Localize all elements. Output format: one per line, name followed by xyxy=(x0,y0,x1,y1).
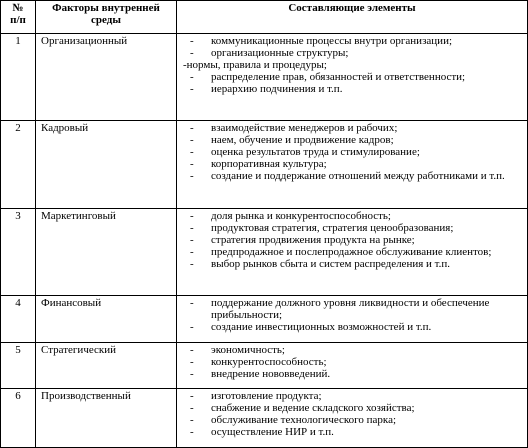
list-item-text: распределение прав, обязанностей и ответственности; xyxy=(211,71,466,83)
elements-cell xyxy=(177,343,528,389)
elements-cell xyxy=(177,389,528,448)
dash-bullet: - xyxy=(190,83,194,95)
list-item xyxy=(177,83,523,95)
list-item xyxy=(177,47,523,59)
list-item xyxy=(177,402,523,414)
dash-bullet: - xyxy=(190,246,194,258)
list-item-text: оценка результатов труда и стимулирование; xyxy=(211,146,420,158)
table-row xyxy=(1,121,528,209)
dash-bullet: - xyxy=(190,47,194,59)
list-item xyxy=(177,246,523,258)
dash-bullet: - xyxy=(190,368,194,380)
elements-list xyxy=(177,344,523,380)
list-item xyxy=(177,134,523,146)
factor-name: Организационный xyxy=(36,34,177,121)
list-item-text: изготовление продукта; xyxy=(211,390,322,402)
list-item-text: организационные структуры; xyxy=(211,47,349,59)
table-row xyxy=(1,389,528,448)
list-item-text: внедрение нововведений. xyxy=(211,368,331,380)
factor-name: Стратегический xyxy=(36,343,177,389)
row-number: 5 xyxy=(1,343,36,389)
list-item xyxy=(177,258,523,270)
list-item xyxy=(177,344,523,356)
dash-bullet: - xyxy=(190,356,194,368)
list-item-text: конкурентоспособность; xyxy=(211,356,327,368)
dash-bullet: - xyxy=(190,344,194,356)
table-row xyxy=(1,296,528,343)
row-number: 4 xyxy=(1,296,36,343)
list-item xyxy=(177,71,523,83)
dash-bullet: - xyxy=(190,297,194,309)
list-item-text: поддержание должного уровня ликвидности и обеспечение прибыльности; xyxy=(211,297,490,321)
row-number: 2 xyxy=(1,121,36,209)
factor-name: Производственный xyxy=(36,389,177,448)
list-item-text: создание и поддержание отношений между работниками и т.п. xyxy=(211,170,505,182)
list-item xyxy=(177,210,523,222)
factor-name: Кадровый xyxy=(36,121,177,209)
list-item-text: коммуникационные процессы внутри организации; xyxy=(211,35,453,47)
list-item xyxy=(177,426,523,438)
header-factor xyxy=(36,1,177,34)
elements-list xyxy=(177,122,523,182)
dash-bullet: - xyxy=(190,414,194,426)
header-number-line1: № xyxy=(12,2,24,14)
dash-bullet: - xyxy=(190,321,194,333)
header-number xyxy=(1,1,36,34)
list-item xyxy=(177,321,523,333)
dash-bullet: - xyxy=(190,210,194,222)
elements-list xyxy=(177,210,523,270)
header-factor-line2: среды xyxy=(91,14,121,26)
list-item xyxy=(177,222,523,234)
elements-list xyxy=(177,297,523,333)
list-item-text: обслуживание технологического парка; xyxy=(211,414,397,426)
list-item-text: осуществление НИР и т.п. xyxy=(211,426,334,438)
list-item xyxy=(177,234,523,246)
list-item-text: предпродажное и послепродажное обслуживание клиентов; xyxy=(211,246,492,258)
elements-list xyxy=(177,390,523,438)
list-item-text: создание инвестиционных возможностей и т.п. xyxy=(211,321,432,333)
dash-bullet: - xyxy=(190,146,194,158)
dash-bullet: - xyxy=(190,158,194,170)
list-item xyxy=(177,146,523,158)
dash-bullet: - xyxy=(190,170,194,182)
table-header-row xyxy=(1,1,528,34)
factor-name: Финансовый xyxy=(36,296,177,343)
list-item-text: корпоративная культура; xyxy=(211,158,327,170)
list-item xyxy=(177,356,523,368)
header-factor-line1: Факторы внутренней xyxy=(52,2,160,14)
header-elements: Составляющие элементы xyxy=(177,1,528,34)
table-row xyxy=(1,34,528,121)
list-item-text: доля рынка и конкурентоспособность; xyxy=(211,210,391,222)
row-number: 3 xyxy=(1,209,36,296)
row-number: 1 xyxy=(1,34,36,121)
list-item xyxy=(177,158,523,170)
factor-name: Маркетинговый xyxy=(36,209,177,296)
elements-cell xyxy=(177,209,528,296)
list-item xyxy=(177,59,523,71)
dash-bullet: - xyxy=(190,390,194,402)
list-item xyxy=(177,368,523,380)
list-item xyxy=(177,35,523,47)
list-item xyxy=(177,414,523,426)
dash-bullet: - xyxy=(190,222,194,234)
dash-bullet: - xyxy=(190,234,194,246)
dash-bullet: - xyxy=(190,258,194,270)
list-item-text: наем, обучение и продвижение кадров; xyxy=(211,134,394,146)
list-item-text: -нормы, правила и процедуры; xyxy=(183,59,327,71)
list-item xyxy=(177,297,523,321)
list-item-text: стратегия продвижения продукта на рынке; xyxy=(211,234,415,246)
row-number: 6 xyxy=(1,389,36,448)
list-item-text: снабжение и ведение складского хозяйства; xyxy=(211,402,415,414)
dash-bullet: - xyxy=(190,402,194,414)
header-number-line2: п/п xyxy=(10,14,26,26)
list-item xyxy=(177,122,523,134)
list-item-text: продуктовая стратегия, стратегия ценообразования; xyxy=(211,222,454,234)
dash-bullet: - xyxy=(190,134,194,146)
list-item xyxy=(177,390,523,402)
list-item-text: выбор рынков сбыта и систем распределения и т.п. xyxy=(211,258,451,270)
list-item-text: взаимодействие менеджеров и рабочих; xyxy=(211,122,398,134)
list-item-text: иерархию подчинения и т.п. xyxy=(211,83,343,95)
elements-cell xyxy=(177,121,528,209)
dash-bullet: - xyxy=(190,35,194,47)
table-row xyxy=(1,209,528,296)
list-item-text: экономичность; xyxy=(211,344,285,356)
dash-bullet: - xyxy=(190,71,194,83)
elements-list xyxy=(177,35,523,95)
elements-cell xyxy=(177,296,528,343)
dash-bullet: - xyxy=(190,122,194,134)
table-row xyxy=(1,343,528,389)
elements-cell xyxy=(177,34,528,121)
list-item xyxy=(177,170,523,182)
dash-bullet: - xyxy=(190,426,194,438)
